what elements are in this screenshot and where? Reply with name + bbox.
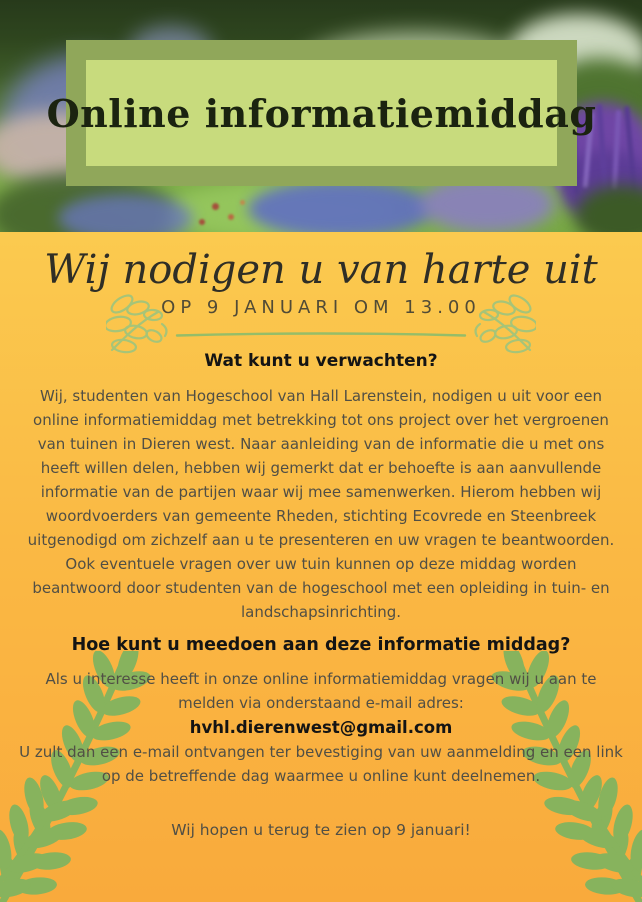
title-banner [46,40,597,186]
flower-dot [228,214,234,220]
closing-line: Wij hopen u terug te zien op 9 januari! [171,821,471,839]
camassia-blue [248,180,433,232]
divider-line-icon [175,331,467,337]
flower-dot [240,200,245,205]
flower-dot [212,203,219,210]
section-expect-paragraph: Wij, studenten van Hogeschool van Hall Larenstein, nodigen u uit voor een online informatiemiddag met betrekking tot ons project over het vergroenen van tuinen in Dieren west. Naar aanleiding van de informatie die u met ons heeft willen delen, hebben wij gemerkt dat er behoefte is aan aanvullende informatie van de partijen waar wij mee samenwerken. Hierom hebben wij woordvoerders van gemeente Rheden, stichting Ecovrede en Steenbreek uitgenodigd om zichzelf aan u te presenteren en uw vragen te beantwoorden. [27,387,615,549]
invite-dateline: OP 9 JANUARI OM 13.00 [161,297,481,318]
section-join-heading: Hoe kunt u meedoen aan deze informatie middag? [71,635,571,655]
contact-email: hvhl.dierenwest@gmail.com [189,718,453,737]
section-join-paragraph: Als u interesse heeft in onze online informatiemiddag vragen wij u aan te melden via onderstaand e-mail adres: [45,670,597,712]
invite-headline: Wij nodigen u van harte uit [44,247,598,293]
section-expect-heading: Wat kunt u verwachten? [204,351,438,371]
section-expect-paragraph: Ook eventuele vragen over uw tuin kunnen op deze middag worden beantwoord door studenten van de hogeschool met een opleiding in tuin- en landschapsinrichting. [32,555,610,621]
title-banner-inner [46,60,597,166]
flower-dot [199,219,205,225]
flyer-body [0,232,642,902]
flyer-title: Online informatiemiddag [46,90,597,136]
section-join-paragraph: U zult dan een e-mail ontvangen ter bevestiging van uw aanmelding en een link op de betreffende dag waarmee u online kunt deelnemen. [19,743,623,785]
